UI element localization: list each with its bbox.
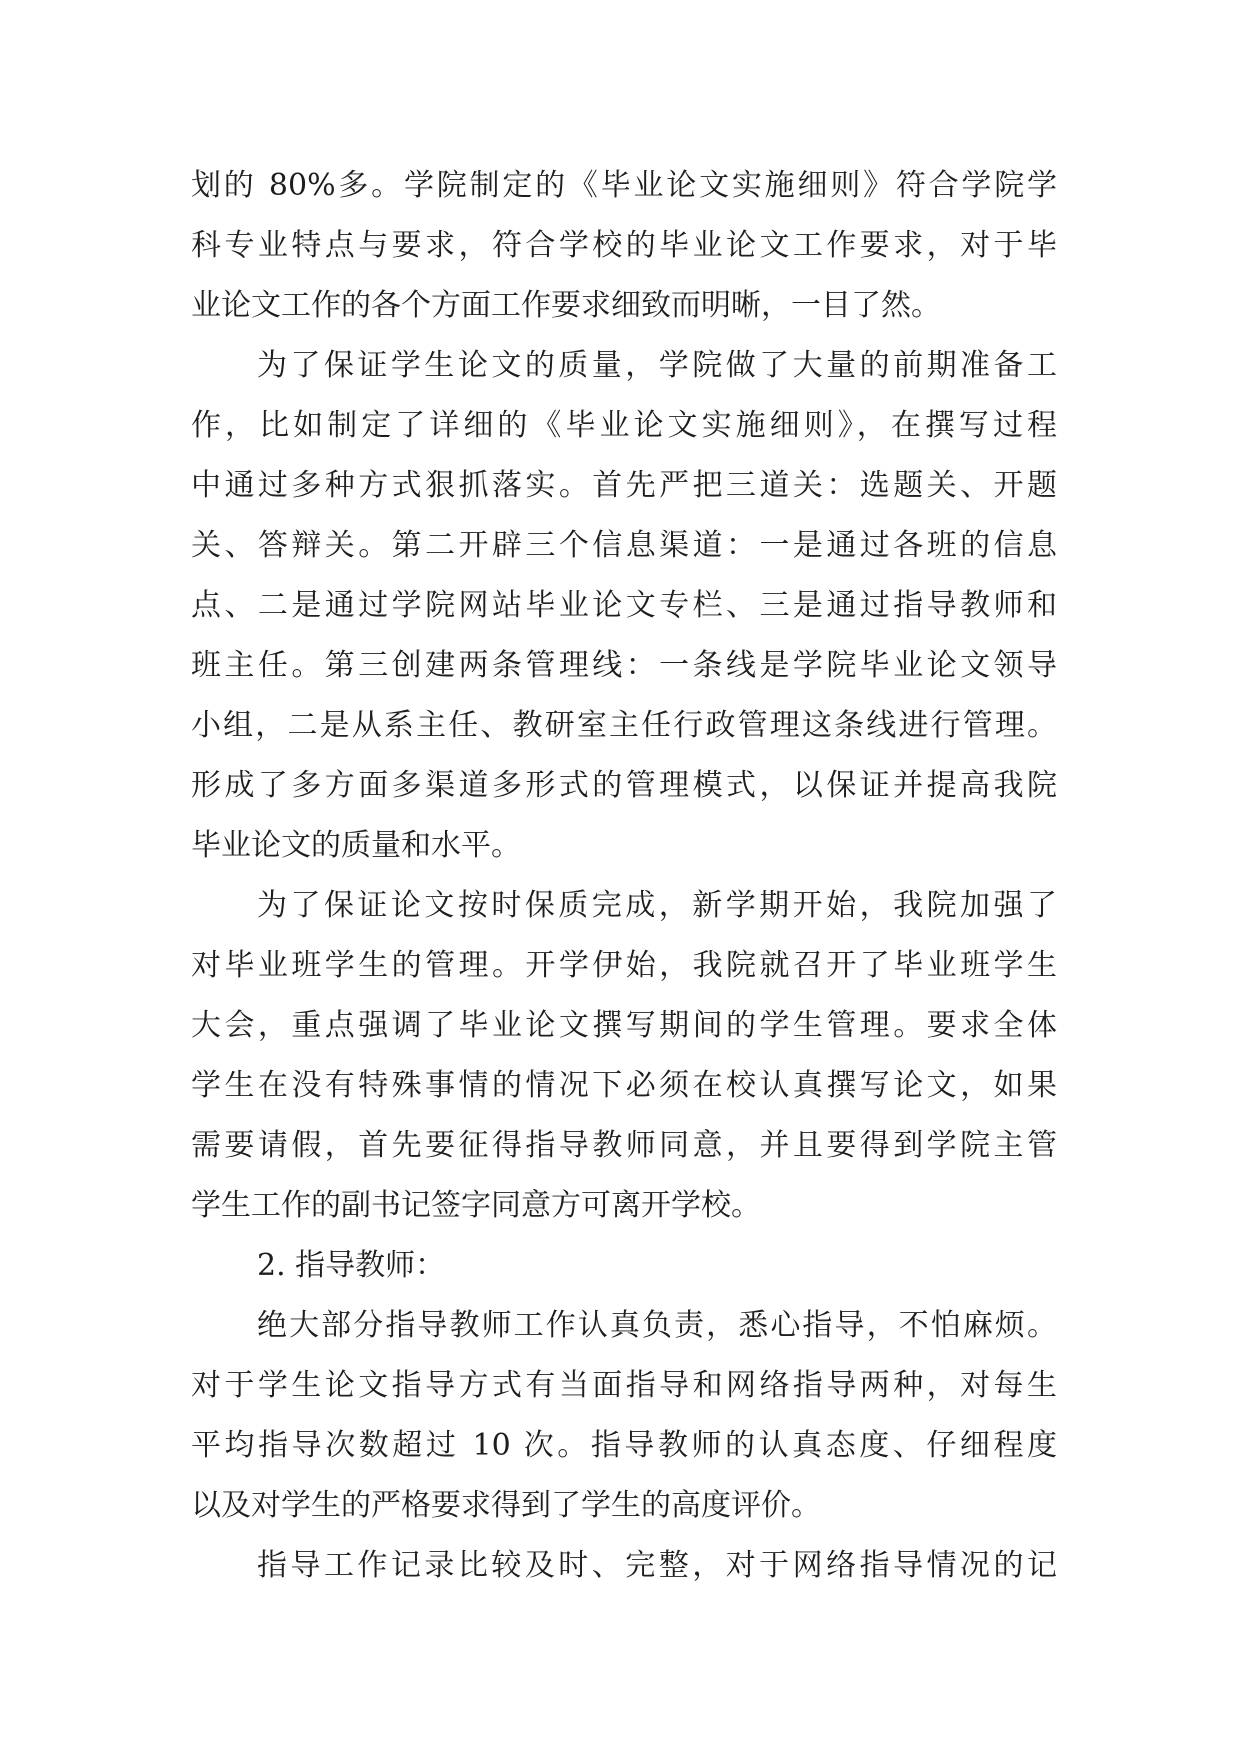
body-text — [191, 156, 1057, 1596]
text-line: 划的 80%多。学院制定的《毕业论文实施细则》符合学院学 — [191, 168, 1057, 203]
text-line: 学生工作的副书记签字同意方可离开学校。 — [191, 1188, 761, 1223]
text-line: 以及对学生的严格要求得到了学生的高度评价。 — [191, 1488, 821, 1523]
paragraph — [191, 1536, 1057, 1596]
text-line: 小组，二是从系主任、教研室主任行政管理这条线进行管理。 — [191, 708, 1057, 743]
text-line: 对毕业班学生的管理。开学伊始，我院就召开了毕业班学生 — [191, 948, 1057, 983]
text-line: 绝大部分指导教师工作认真负责，悉心指导，不怕麻烦。 — [257, 1308, 1057, 1343]
text-line: 平均指导次数超过 10 次。指导教师的认真态度、仔细程度 — [191, 1428, 1057, 1463]
section-heading — [191, 1236, 1057, 1296]
text-line: 业论文工作的各个方面工作要求细致而明晰，一目了然。 — [191, 288, 941, 323]
text-line: 需要请假，首先要征得指导教师同意，并且要得到学院主管 — [191, 1128, 1057, 1163]
text-line: 对于学生论文指导方式有当面指导和网络指导两种，对每生 — [191, 1368, 1057, 1403]
paragraph — [191, 336, 1057, 876]
text-line: 大会，重点强调了毕业论文撰写期间的学生管理。要求全体 — [191, 1008, 1057, 1043]
paragraph — [191, 876, 1057, 1236]
paragraph — [191, 1296, 1057, 1536]
text-line: 形成了多方面多渠道多形式的管理模式，以保证并提高我院 — [191, 768, 1057, 803]
text-line: 点、二是通过学院网站毕业论文专栏、三是通过指导教师和 — [191, 588, 1057, 623]
text-line: 作，比如制定了详细的《毕业论文实施细则》，在撰写过程 — [191, 408, 1057, 443]
text-line: 为了保证学生论文的质量，学院做了大量的前期准备工 — [257, 348, 1057, 383]
text-line: 关、答辩关。第二开辟三个信息渠道：一是通过各班的信息 — [191, 528, 1057, 563]
text-line: 指导工作记录比较及时、完整，对于网络指导情况的记 — [257, 1548, 1057, 1583]
heading-line: 2. 指导教师： — [257, 1248, 446, 1283]
text-line: 班主任。第三创建两条管理线：一条线是学院毕业论文领导 — [191, 648, 1057, 683]
text-line: 学生在没有特殊事情的情况下必须在校认真撰写论文，如果 — [191, 1068, 1057, 1103]
text-line: 为了保证论文按时保质完成，新学期开始，我院加强了 — [257, 888, 1057, 923]
text-line: 科专业特点与要求，符合学校的毕业论文工作要求，对于毕 — [191, 228, 1057, 263]
text-line: 中通过多种方式狠抓落实。首先严把三道关：选题关、开题 — [191, 468, 1057, 503]
text-line: 毕业论文的质量和水平。 — [191, 828, 521, 863]
paragraph — [191, 156, 1057, 336]
